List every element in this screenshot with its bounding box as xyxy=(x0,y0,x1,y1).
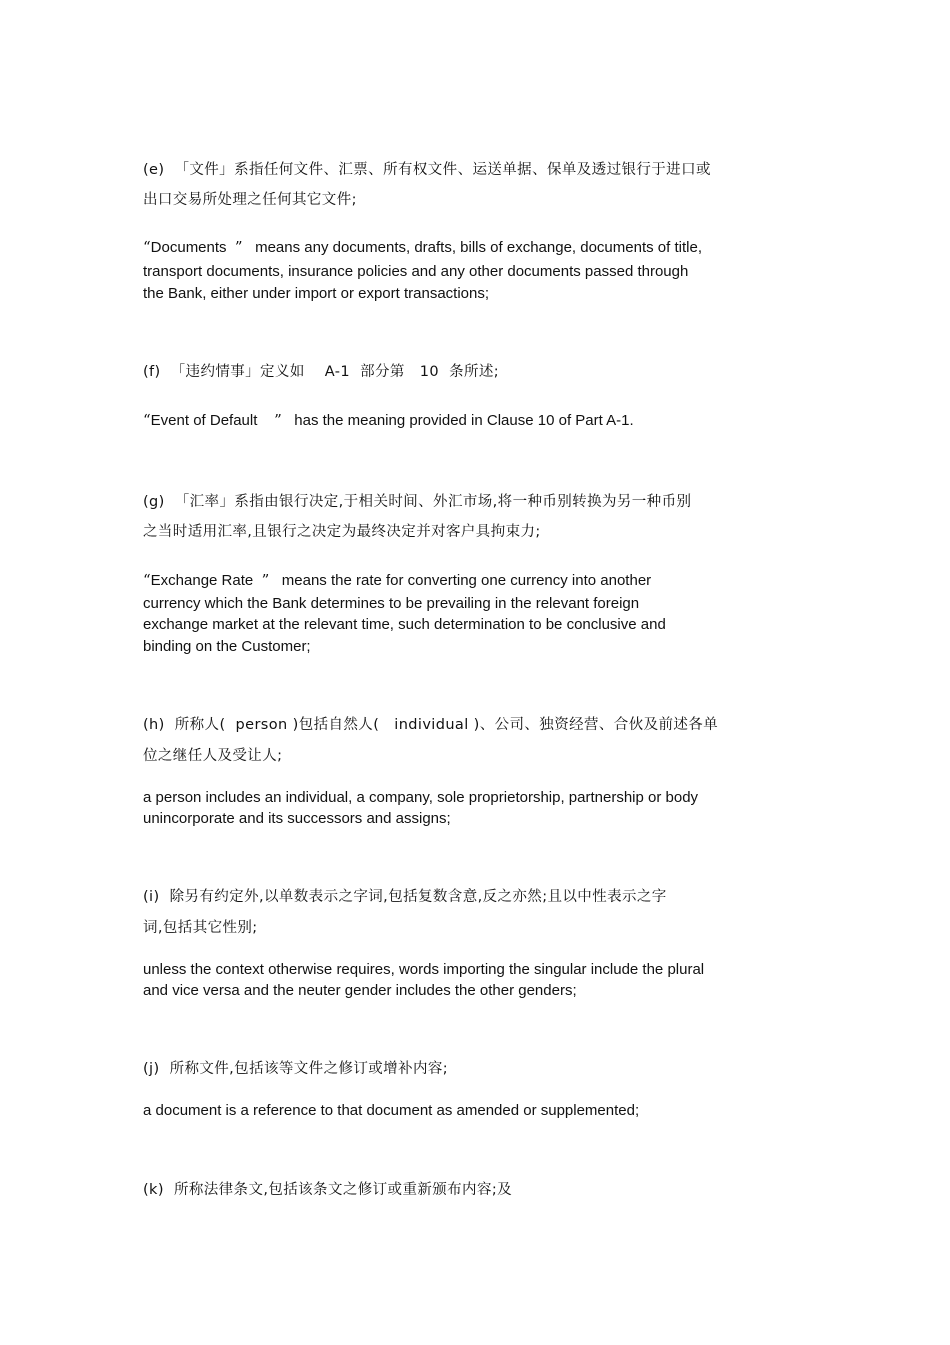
clause-label: (f) xyxy=(143,364,161,380)
clause-f-chinese-line-1: (f) 「违约情事」定义如 A-1 部分第 10 条所述; xyxy=(143,364,500,380)
defined-term: Documents xyxy=(150,239,227,256)
clause-e-english-line-1: “Documents ” means any documents, drafts, bills of exchange, documents of title, xyxy=(143,238,702,256)
clause-j-chinese-line-1: (j) 所称文件,包括该等文件之修订或增补内容; xyxy=(143,1061,449,1077)
clause-h-english-line-2: unincorporate and its successors and assigns; xyxy=(143,810,451,827)
clause-g-english-line-3: exchange market at the relevant time, such determination to be conclusive and xyxy=(143,616,666,633)
open-quote: “ xyxy=(143,238,151,256)
clause-g-chinese-line-2: 之当时适用汇率,且银行之决定为最终决定并对客户具拘束力; xyxy=(143,524,541,540)
clause-label: (k) xyxy=(143,1182,164,1198)
open-quote: “ xyxy=(143,411,151,429)
clause-g-english-line-4: binding on the Customer; xyxy=(143,638,311,655)
defined-term: Exchange Rate xyxy=(150,572,254,589)
clause-k-chinese-line-1: (k) 所称法律条文,包括该条文之修订或重新颁布内容;及 xyxy=(143,1182,513,1198)
open-quote: “ xyxy=(143,571,151,589)
clause-f-english-line-1: “Event of Default ” has the meaning provided in Clause 10 of Part A-1. xyxy=(143,411,634,429)
clause-e-chinese-line-1: (e) 「文件」系指任何文件、汇票、所有权文件、运送单据、保单及透过银行于进口或 xyxy=(143,162,711,178)
clause-label: (e) xyxy=(143,162,165,178)
clause-label: (i) xyxy=(143,889,160,905)
clause-label: (j) xyxy=(143,1061,160,1077)
clause-i-chinese-line-1: (i) 除另有约定外,以单数表示之字词,包括复数含意,反之亦然;且以中性表示之字 xyxy=(143,889,667,905)
close-quote: ” xyxy=(261,571,270,589)
clause-i-chinese-line-2: 词,包括其它性别; xyxy=(143,920,258,936)
clause-g-english-line-1: “Exchange Rate ” means the rate for converting one currency into another xyxy=(143,571,652,589)
clause-g-chinese-line-1: (g) 「汇率」系指由银行决定,于相关时间、外汇市场,将一种币别转换为另一种币别 xyxy=(143,494,692,510)
clause-h-chinese-line-2: 位之继任人及受让人; xyxy=(143,748,283,764)
clause-e-english-line-2: transport documents, insurance policies and any other documents passed through xyxy=(143,263,689,280)
clause-j-english-line-1: a document is a reference to that document as amended or supplemented; xyxy=(143,1102,640,1119)
defined-term: Event of Default xyxy=(150,412,258,429)
clause-h-chinese-line-1: (h) 所称人( person )包括自然人( individual )、公司、独资经营、合伙及前述各单 xyxy=(143,717,719,733)
clause-i-english-line-2: and vice versa and the neuter gender includes the other genders; xyxy=(143,982,577,999)
clause-i-english-line-1: unless the context otherwise requires, words importing the singular include the plural xyxy=(143,961,705,978)
clause-e-english-line-3: the Bank, either under import or export transactions; xyxy=(143,285,490,302)
close-quote: ” xyxy=(234,238,243,256)
close-quote: ” xyxy=(274,411,282,429)
clause-h-english-line-1: a person includes an individual, a company, sole proprietorship, partnership or body xyxy=(143,789,699,806)
clause-label: (g) xyxy=(143,494,165,510)
clause-g-english-line-2: currency which the Bank determines to be prevailing in the relevant foreign xyxy=(143,595,640,612)
clause-label: (h) xyxy=(143,717,165,733)
clause-e-chinese-line-2: 出口交易所处理之任何其它文件; xyxy=(143,192,357,208)
